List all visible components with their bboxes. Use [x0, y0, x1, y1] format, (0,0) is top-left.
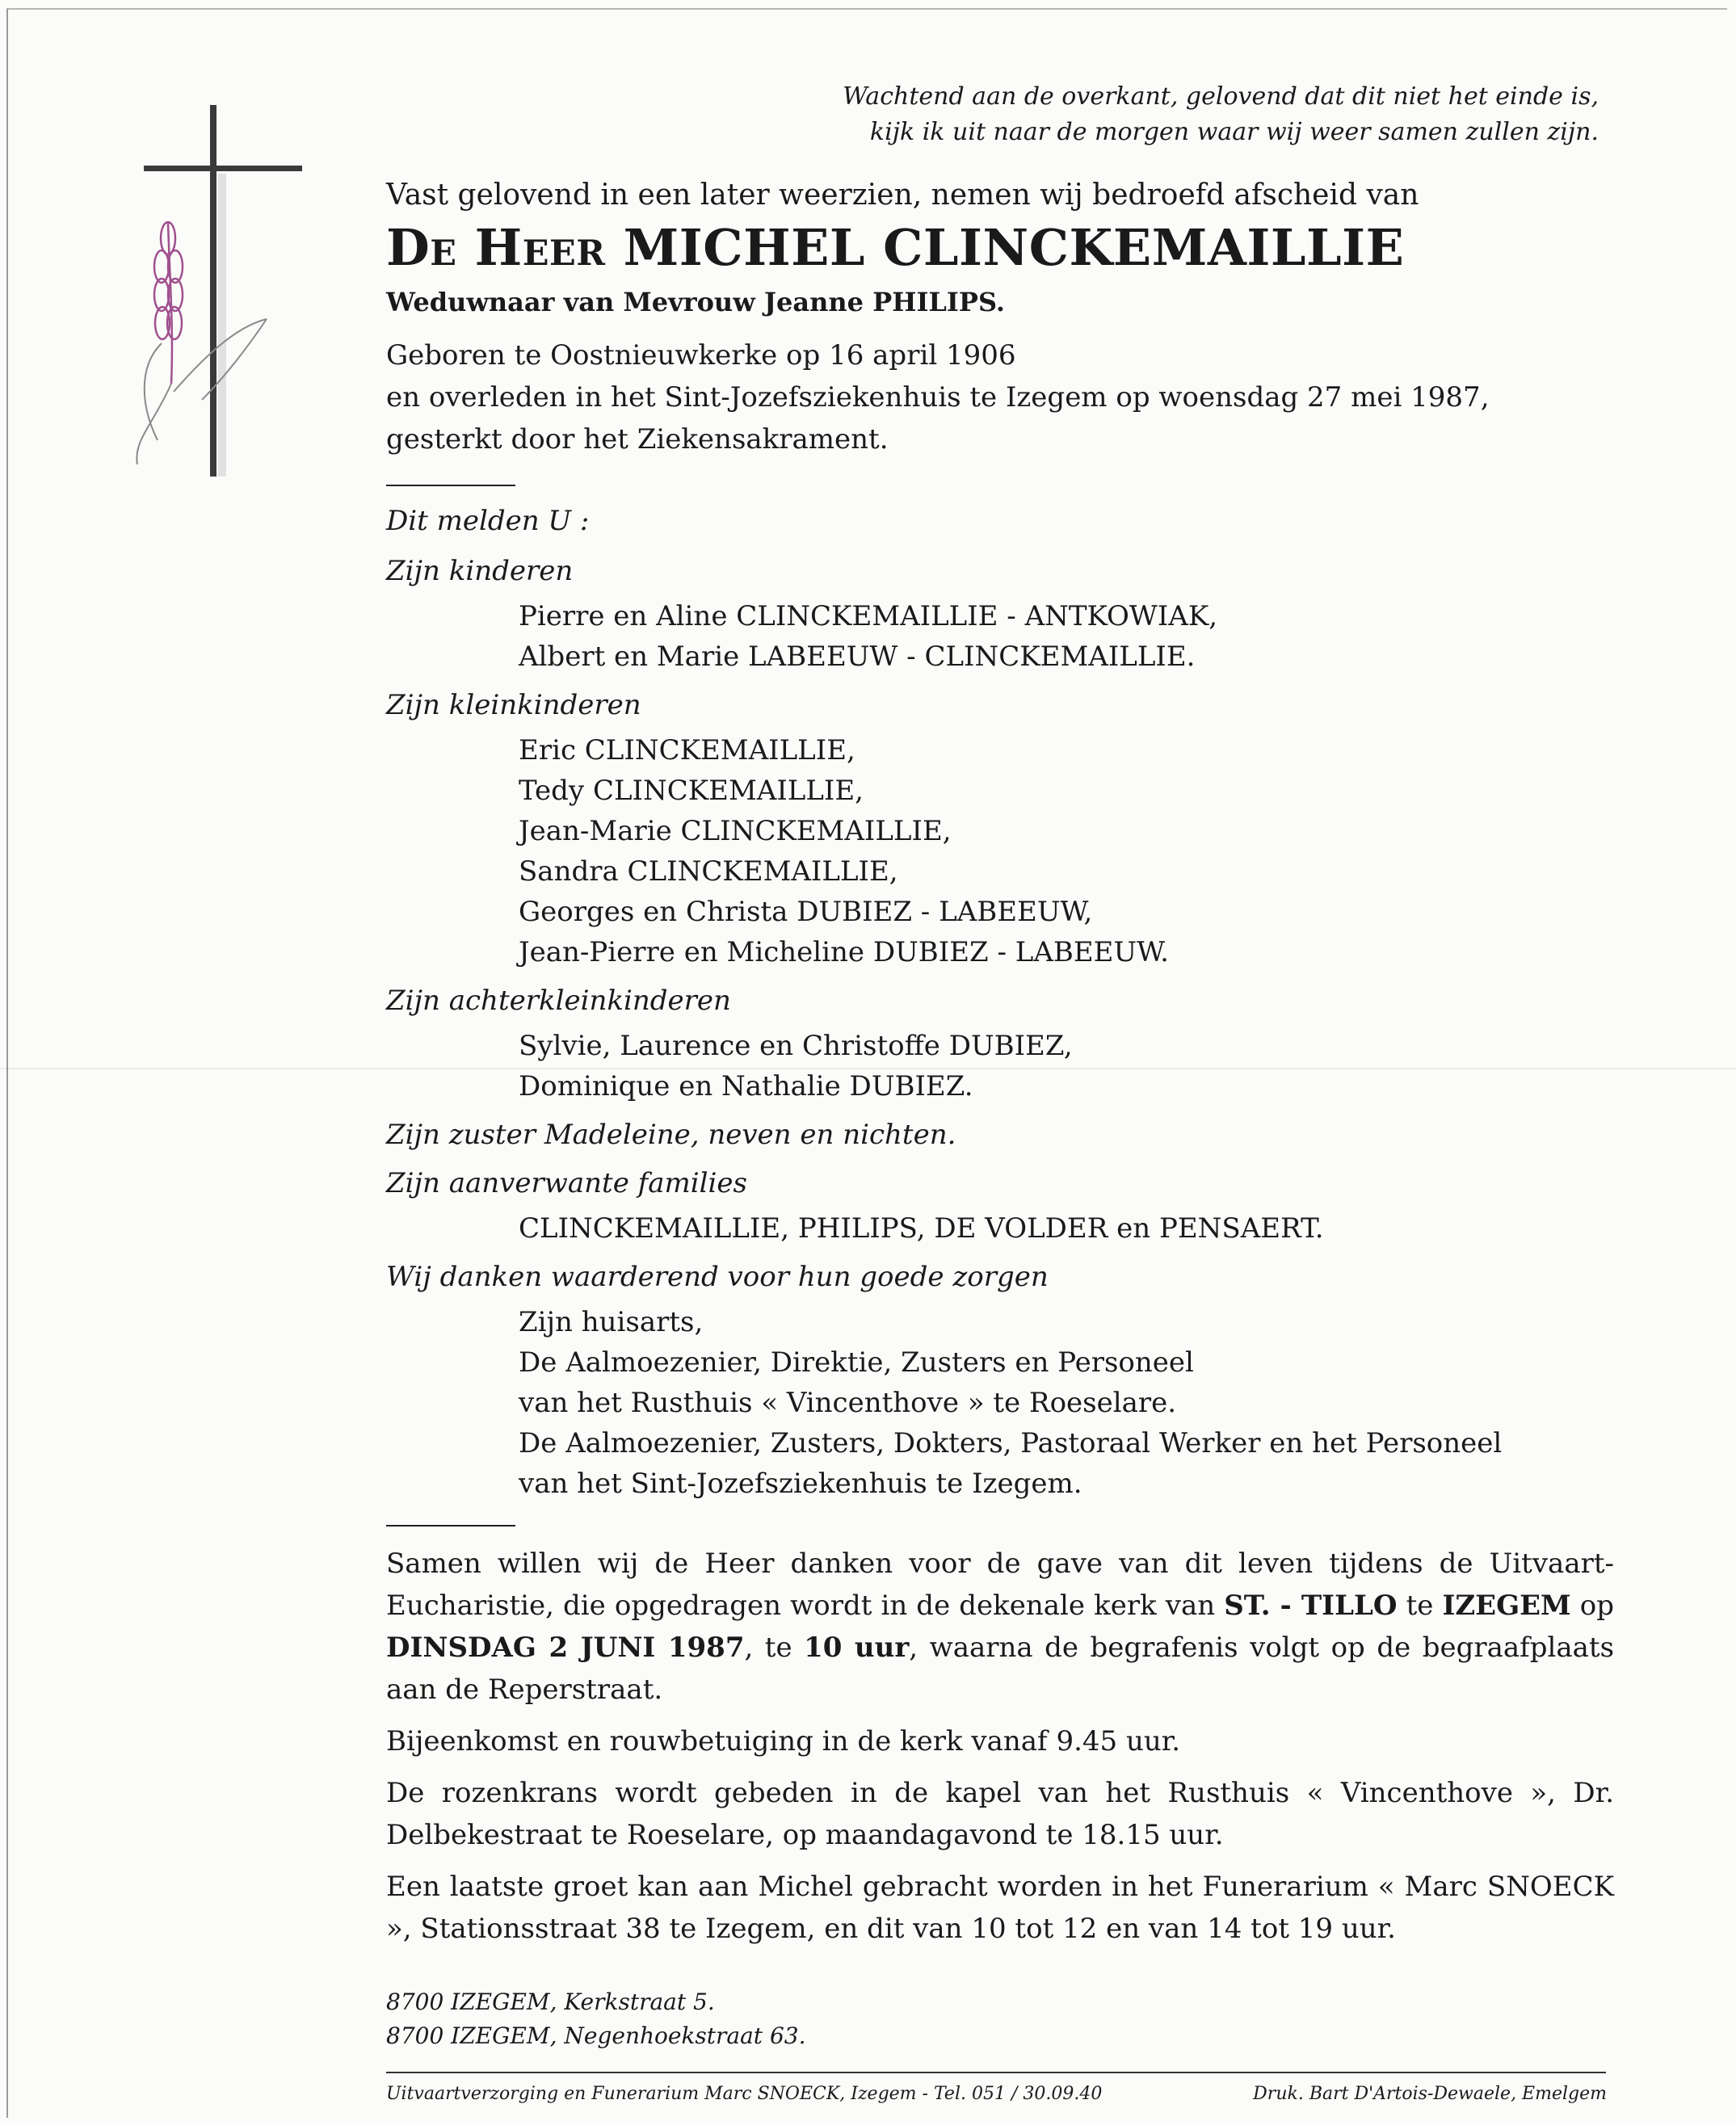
name-list	[386, 730, 1614, 972]
bio-block	[386, 334, 1614, 460]
list-item: Pierre en Aline CLINCKEMAILLIE - ANTKOWIAK,	[519, 600, 1218, 632]
list-item: De Aalmoezenier, Zusters, Dokters, Pastoraal Werker en het Personeel	[519, 1427, 1503, 1459]
section-great-grandchildren	[386, 981, 1614, 1107]
city-name: IZEGEM	[1442, 1590, 1571, 1622]
footer-undertaker: Uitvaartverzorging en Funerarium Marc SNOECK, Izegem - Tel. 051 / 30.09.40	[386, 2084, 1103, 2104]
list-item: Sandra CLINCKEMAILLIE,	[519, 855, 898, 888]
rosary-paragraph: De rozenkrans wordt gebeden in de kapel van het Rusthuis « Vincenthove », Dr. Delbekestraat te Roeselare, op maandagavond te 18.15 uur.	[386, 1777, 1614, 1851]
addresses	[386, 1985, 1614, 2053]
list-item: van het Sint-Jozefsziekenhuis te Izegem.	[519, 1468, 1082, 1500]
deceased-name	[386, 218, 1614, 278]
motto-line-1: Wachtend aan de overkant, gelovend dat dit niet het einde is,	[843, 82, 1599, 111]
footer-rule	[386, 2072, 1606, 2073]
gathering-paragraph: Bijeenkomst en rouwbetuiging in de kerk vanaf 9.45 uur.	[386, 1725, 1181, 1758]
bio-line-sacrament: gesterkt door het Ziekensakrament.	[386, 423, 889, 456]
section-children	[386, 551, 1614, 677]
deceased-name-text: MICHEL CLINCKEMAILLIE	[623, 218, 1405, 277]
name-list	[386, 1302, 1614, 1504]
main-content	[386, 176, 1614, 2053]
section-label: Zijn kinderen	[386, 555, 574, 587]
list-item: Eric CLINCKEMAILLIE,	[519, 734, 855, 766]
church-name: ST. - TILLO	[1224, 1590, 1398, 1622]
list-item: Georges en Christa DUBIEZ - LABEEUW,	[519, 896, 1093, 928]
ceremony-time: 10 uur	[804, 1632, 910, 1664]
funerarium-paragraph: Een laatste groet kan aan Michel gebracht worden in het Funerarium « Marc SNOECK », Stationsstraat 38 te Izegem, en dit van 10 tot 12 en van 14 tot 19 uur.	[386, 1871, 1614, 1945]
list-item: Sylvie, Laurence en Christoffe DUBIEZ,	[519, 1030, 1073, 1062]
announce-label: Dit melden U :	[386, 505, 590, 537]
ceremony-text: , te	[744, 1632, 792, 1664]
list-item: CLINCKEMAILLIE, PHILIPS, DE VOLDER en PENSAERT.	[519, 1212, 1324, 1245]
list-item: De Aalmoezenier, Direktie, Zusters en Personeel	[519, 1346, 1194, 1379]
ceremony-text: op	[1579, 1590, 1614, 1622]
cross-with-wheat-icon	[129, 101, 315, 481]
intro-text: Vast gelovend in een later weerzien, nemen wij bedroefd afscheid van	[386, 178, 1419, 212]
address-line: 8700 IZEGEM, Negenhoekstraat 63.	[386, 2022, 806, 2049]
section-grandchildren	[386, 685, 1614, 972]
section-label: Zijn aanverwante families	[386, 1167, 747, 1199]
ceremony-text: , waarna de begrafenis volgt op de begraafplaats aan de Reperstraat.	[386, 1632, 1615, 1706]
section-sister	[386, 1115, 1614, 1155]
list-item: Dominique en Nathalie DUBIEZ.	[519, 1070, 973, 1102]
list-item: Jean-Pierre en Micheline DUBIEZ - LABEEUW.	[519, 936, 1169, 968]
address-line: 8700 IZEGEM, Kerkstraat 5.	[386, 1989, 715, 2015]
ceremony-date: DINSDAG 2 JUNI 1987	[386, 1632, 745, 1664]
name-list	[386, 1026, 1614, 1107]
bio-line-birth: Geboren te Oostnieuwkerke op 16 april 1906	[386, 339, 1016, 372]
ceremony-text: te	[1406, 1590, 1434, 1622]
list-item: Jean-Marie CLINCKEMAILLIE,	[519, 815, 952, 847]
divider-rule	[386, 1525, 515, 1527]
section-label: Wij danken waarderend voor hun goede zorgen	[386, 1261, 1049, 1293]
name-list	[386, 596, 1614, 677]
motto	[843, 79, 1599, 150]
bio-line-death: en overleden in het Sint-Jozefsziekenhuis te Izegem op woensdag 27 mei 1987,	[386, 381, 1490, 414]
divider-rule	[386, 485, 515, 486]
ceremony-text: Samen willen wij de Heer danken voor de gave van dit leven tijdens de Uitvaart-Eucharistie, die opgedragen wordt in de dekenale kerk van	[386, 1548, 1614, 1622]
title-prefix: De Heer	[386, 218, 606, 277]
list-item: Albert en Marie LABEEUW - CLINCKEMAILLIE.	[519, 640, 1196, 673]
section-thanks	[386, 1257, 1614, 1504]
section-label: Zijn kleinkinderen	[386, 689, 641, 721]
list-item: van het Rusthuis « Vincenthove » te Roeselare.	[519, 1387, 1177, 1419]
list-item: Tedy CLINCKEMAILLIE,	[519, 775, 864, 807]
list-item: Zijn huisarts,	[519, 1306, 704, 1338]
section-label: Zijn zuster Madeleine, neven en nichten.	[386, 1119, 956, 1151]
section-families	[386, 1163, 1614, 1249]
section-label: Zijn achterkleinkinderen	[386, 985, 731, 1017]
ceremony-paragraph	[386, 1543, 1614, 1711]
footer-printer: Druk. Bart D'Artois-Dewaele, Emelgem	[1253, 2084, 1607, 2104]
name-list	[386, 1208, 1614, 1249]
widower-line: Weduwnaar van Mevrouw Jeanne PHILIPS.	[386, 287, 1006, 317]
motto-line-2: kijk ik uit naar de morgen waar wij weer samen zullen zijn.	[869, 118, 1599, 146]
